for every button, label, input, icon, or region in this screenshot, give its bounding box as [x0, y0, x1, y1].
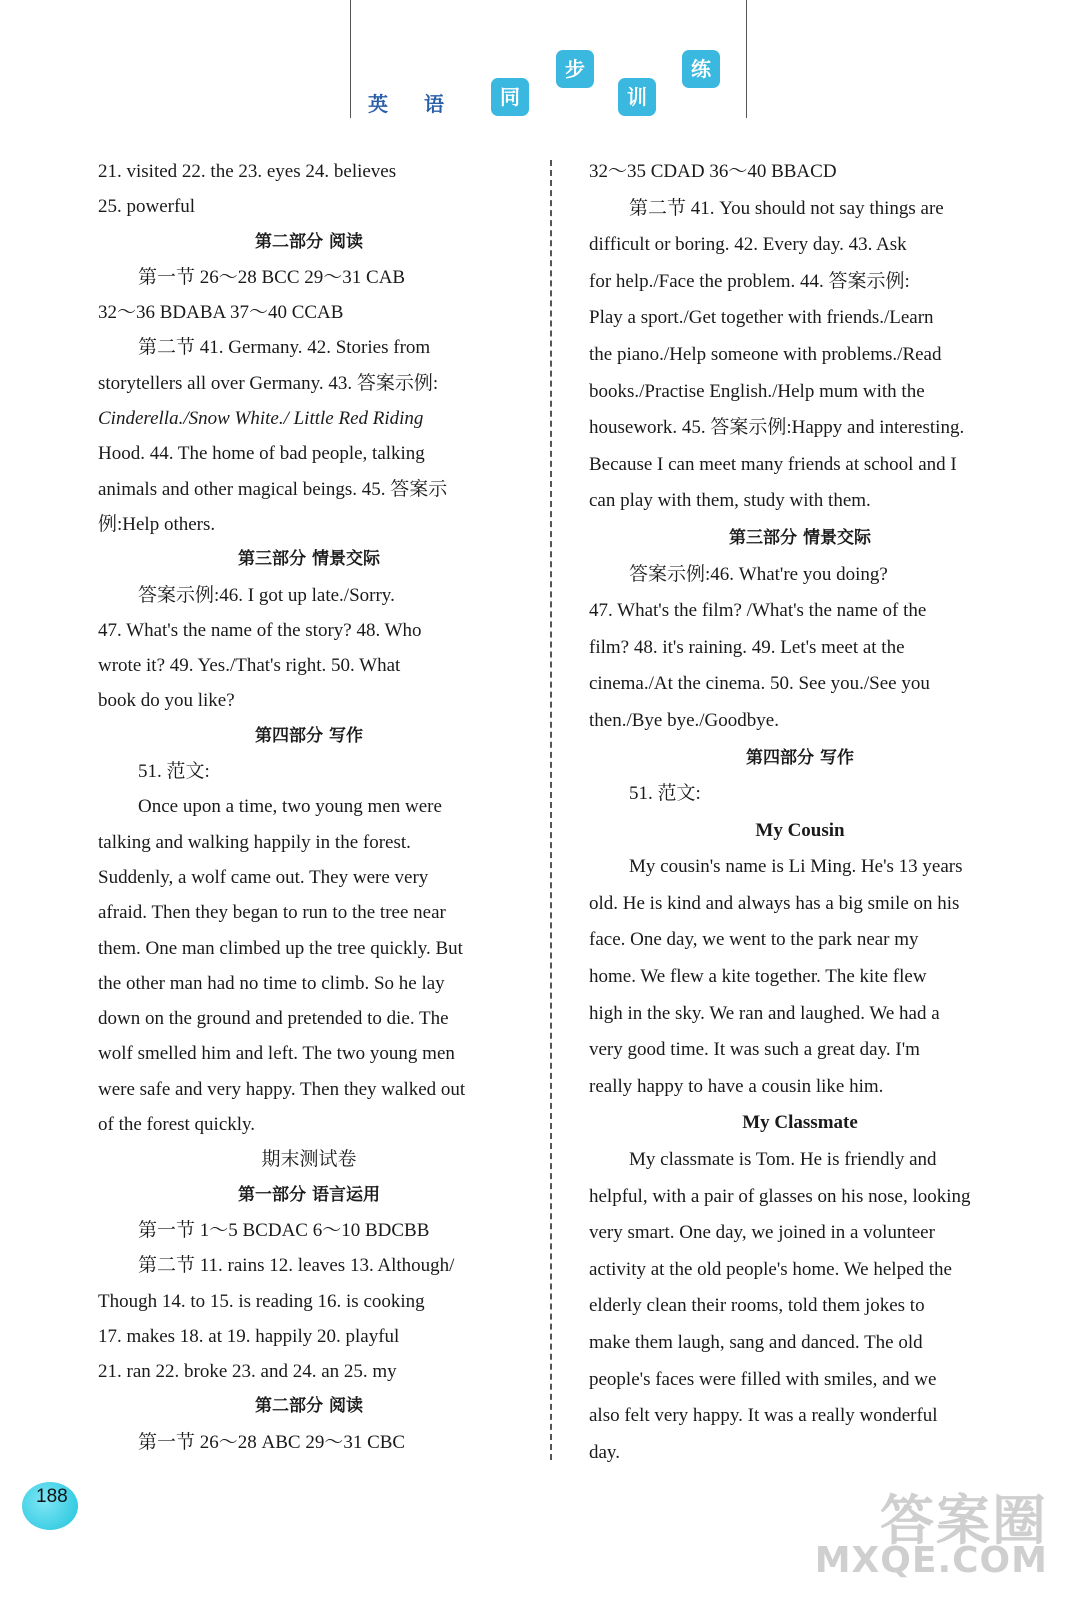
right-line: very smart. One day, we joined in a volunteer: [589, 1222, 935, 1244]
right-line: cinema./At the cinema. 50. See you./See you: [589, 673, 930, 695]
left-line: 第二节 41. Germany. 42. Stories from: [138, 337, 431, 359]
left-line: 47. What's the name of the story? 48. Who: [98, 619, 422, 641]
left-line: afraid. Then they began to run to the tree near: [98, 902, 446, 924]
left-line: book do you like?: [98, 690, 235, 712]
watermark-line-1: 答案圈: [880, 1489, 1048, 1552]
left-line: storytellers all over Germany. 43. 答案示例:: [98, 372, 439, 394]
left-line: Hood. 44. The home of bad people, talking: [98, 443, 425, 465]
left-line: 21. ran 22. broke 23. and 24. an 25. my: [98, 1361, 397, 1383]
column-divider: [550, 160, 552, 1460]
right-line: high in the sky. We ran and laughed. We had a: [589, 1002, 940, 1024]
left-line: 21. visited 22. the 23. eyes 24. believes: [98, 161, 397, 182]
left-line: 答案示例:46. I got up late./Sorry.: [138, 584, 395, 606]
left-line: Once upon a time, two young men were: [138, 796, 442, 818]
right-line: very good time. It was such a great day. I'm: [589, 1039, 920, 1061]
right-line: can play with them, study with them.: [589, 490, 871, 512]
left-line: 第二部分 阅读: [255, 1396, 363, 1417]
right-line: 47. What's the film? /What's the name of the: [589, 600, 927, 622]
left-line: of the forest quickly.: [98, 1114, 256, 1136]
right-line: then./Bye bye./Goodbye.: [589, 709, 779, 731]
right-line: also felt very happy. It was a really wonderful: [589, 1405, 938, 1427]
right-line: My classmate is Tom. He is friendly and: [629, 1149, 937, 1171]
left-line: Though 14. to 15. is reading 16. is cooking: [98, 1290, 425, 1312]
right-line: 第四部分 写作: [746, 747, 854, 768]
watermark: [814, 1478, 1048, 1588]
header-rule-right: [746, 0, 747, 118]
right-line: My Cousin: [755, 819, 845, 841]
left-line: animals and other magical beings. 45. 答案示: [98, 478, 448, 500]
left-column: [98, 154, 520, 1460]
right-line: old. He is kind and always has a big smile on his: [589, 892, 960, 914]
left-line: were safe and very happy. Then they walked out: [98, 1078, 466, 1100]
left-line: 第三部分 情景交际: [238, 549, 380, 570]
right-line: home. We flew a kite together. The kite flew: [589, 966, 927, 988]
right-line: the piano./Help someone with problems./Read: [589, 343, 942, 365]
right-line: film? 48. it's raining. 49. Let's meet at the: [589, 636, 905, 658]
left-line: wrote it? 49. Yes./That's right. 50. What: [98, 655, 401, 677]
left-line: wolf smelled him and left. The two young men: [98, 1043, 455, 1065]
right-line: face. One day, we went to the park near my: [589, 929, 919, 951]
right-line: for help./Face the problem. 44. 答案示例:: [589, 270, 910, 292]
page-header: [0, 0, 1078, 150]
left-line: 第二部分 阅读: [255, 231, 363, 252]
right-line: Because I can meet many friends at school and I: [589, 453, 957, 475]
right-line: 答案示例:46. What're you doing?: [629, 563, 888, 585]
left-line: 第二节 11. rains 12. leaves 13. Although/: [138, 1255, 455, 1277]
left-line: 第一节 26～28 ABC 29～31 CBC: [138, 1431, 406, 1453]
header-subject-char-2: 语: [424, 92, 444, 116]
right-line: 第三部分 情景交际: [729, 527, 871, 548]
header-tile-3: 训: [618, 78, 656, 116]
watermark-line-2: MXQE.COM: [814, 1540, 1048, 1581]
left-line: 期末测试卷: [261, 1148, 357, 1171]
left-line: 例:Help others.: [98, 513, 216, 535]
page-number-badge: [22, 1476, 86, 1532]
header-tile-2: 步: [556, 50, 594, 88]
right-line: difficult or boring. 42. Every day. 43. Ask: [589, 234, 907, 256]
right-line: My Classmate: [742, 1112, 858, 1134]
left-line: 第一部分 语言运用: [238, 1184, 380, 1205]
right-line: helpful, with a pair of glasses on his nose, looking: [589, 1185, 971, 1207]
left-line: 第四部分 写作: [255, 725, 363, 746]
right-line: really happy to have a cousin like him.: [589, 1075, 884, 1097]
left-line: talking and walking happily in the forest.: [98, 831, 411, 853]
left-line: 第一节 26～28 BCC 29～31 CAB: [138, 266, 406, 288]
left-line: the other man had no time to climb. So he lay: [98, 972, 445, 994]
right-line: Play a sport./Get together with friends./Learn: [589, 307, 934, 329]
left-line: 17. makes 18. at 19. happily 20. playful: [98, 1325, 400, 1347]
left-line: 25. powerful: [98, 196, 196, 218]
header-tile-1: 同: [491, 78, 529, 116]
right-line: 32～35 CDAD 36～40 BBACD: [589, 161, 837, 182]
right-line: people's faces were filled with smiles, and we: [589, 1368, 937, 1390]
left-line: Cinderella./Snow White./ Little Red Riding: [98, 408, 424, 430]
right-line: My cousin's name is Li Ming. He's 13 years: [629, 856, 963, 878]
right-line: activity at the old people's home. We helped the: [589, 1258, 952, 1280]
right-line: books./Practise English./Help mum with the: [589, 380, 925, 402]
header-subject-char-1: 英: [368, 92, 388, 116]
right-line: make them laugh, sang and danced. The old: [589, 1332, 923, 1353]
left-line: 51. 范文:: [138, 761, 210, 783]
right-line: day.: [589, 1441, 620, 1463]
page-number: 188: [36, 1486, 68, 1507]
left-line: down on the ground and pretended to die. The: [98, 1008, 449, 1030]
left-line: them. One man climbed up the tree quickly. But: [98, 937, 463, 959]
right-column: [589, 154, 1011, 1471]
right-line: elderly clean their rooms, told them jokes to: [589, 1295, 925, 1317]
left-line: 32～36 BDABA 37～40 CCAB: [98, 302, 344, 324]
right-line: 51. 范文:: [629, 783, 701, 805]
header-tile-4: 练: [682, 50, 720, 88]
left-line: 第一节 1～5 BCDAC 6～10 BDCBB: [138, 1219, 430, 1241]
header-rule-left: [350, 0, 351, 118]
left-line: Suddenly, a wolf came out. They were very: [98, 866, 429, 888]
right-line: 第二节 41. You should not say things are: [629, 197, 944, 219]
right-line: housework. 45. 答案示例:Happy and interesting.: [589, 417, 965, 439]
